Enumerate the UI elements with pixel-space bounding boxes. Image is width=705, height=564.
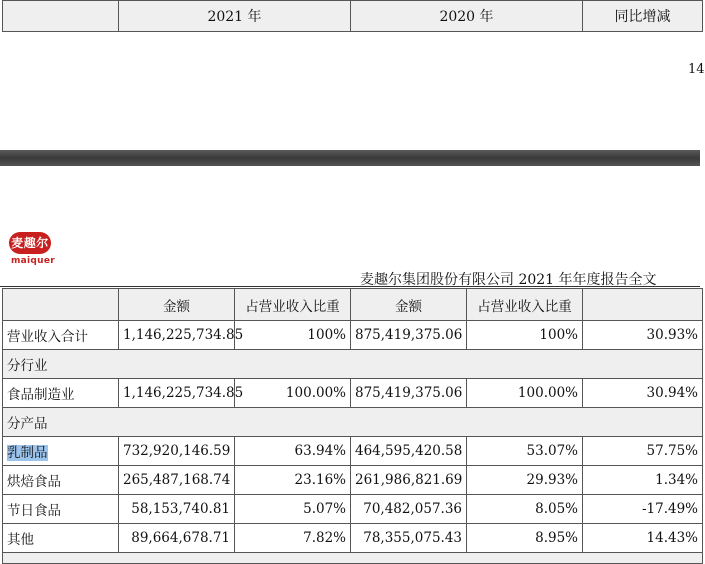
row-label: 营业收入合计 bbox=[3, 321, 119, 350]
revenue-table bbox=[2, 288, 703, 564]
cell-amount-2020: 78,355,075.43 bbox=[351, 524, 467, 553]
cell-amount-2020: 261,986,821.69 bbox=[351, 466, 467, 495]
cell-share-2021: 100% bbox=[235, 321, 351, 350]
table-row-cutoff bbox=[3, 553, 703, 564]
section-row-product bbox=[3, 408, 703, 437]
prior-table-fragment bbox=[2, 0, 703, 32]
cell-share-2020: 8.95% bbox=[467, 524, 583, 553]
cell-share-2021: 7.82% bbox=[235, 524, 351, 553]
section-row-industry bbox=[3, 350, 703, 379]
cell-yoy: 30.93% bbox=[583, 321, 703, 350]
cell-yoy: 1.34% bbox=[583, 466, 703, 495]
cell-share-2020: 100.00% bbox=[467, 379, 583, 408]
row-label: 节日食品 bbox=[3, 495, 119, 524]
cell-yoy: 57.75% bbox=[583, 437, 703, 466]
cell-share-2021: 23.16% bbox=[235, 466, 351, 495]
cell-amount-2020: 875,419,375.06 bbox=[351, 321, 467, 350]
cell-amount-2020: 464,595,420.58 bbox=[351, 437, 467, 466]
logo-wordmark: maiquer bbox=[11, 256, 56, 266]
cell-amount-2021: 1,146,225,734.85 bbox=[119, 379, 235, 408]
cell-amount-2021: 732,920,146.59 bbox=[119, 437, 235, 466]
cell-amount-2021: 89,664,678.71 bbox=[119, 524, 235, 553]
row-label bbox=[3, 437, 119, 466]
cell-amount-2021: 1,146,225,734.85 bbox=[119, 321, 235, 350]
table-row bbox=[3, 495, 703, 524]
header-amount-2021: 金额 bbox=[119, 289, 235, 321]
header-amount-2020: 金额 bbox=[351, 289, 467, 321]
cell-share-2021: 5.07% bbox=[235, 495, 351, 524]
header-rule bbox=[0, 286, 700, 287]
page-number: 14 bbox=[688, 62, 705, 77]
prior-header-blank bbox=[3, 1, 119, 32]
cell-share-2021: 100.00% bbox=[235, 379, 351, 408]
report-header: 麦趣尔集团股份有限公司 2021 年年度报告全文 bbox=[360, 272, 657, 288]
prior-header-2021: 2021 年 bbox=[119, 1, 351, 32]
cell-share-2020: 53.07% bbox=[467, 437, 583, 466]
prior-header-2020: 2020 年 bbox=[351, 1, 583, 32]
company-logo bbox=[9, 232, 55, 272]
cell-amount-2021: 265,487,168.74 bbox=[119, 466, 235, 495]
highlighted-text[interactable]: 乳制品 bbox=[7, 445, 48, 461]
cell-amount-2020: 875,419,375.06 bbox=[351, 379, 467, 408]
header-blank bbox=[3, 289, 119, 321]
cell-share-2020: 29.93% bbox=[467, 466, 583, 495]
table-row bbox=[3, 524, 703, 553]
section-label: 分产品 bbox=[3, 408, 703, 437]
header-share-2021: 占营业收入比重 bbox=[235, 289, 351, 321]
header-yoy bbox=[583, 289, 703, 321]
table-row bbox=[3, 466, 703, 495]
cell-yoy: 30.94% bbox=[583, 379, 703, 408]
cell-yoy: 14.43% bbox=[583, 524, 703, 553]
table-row bbox=[3, 437, 703, 466]
cell-amount-2021: 58,153,740.81 bbox=[119, 495, 235, 524]
cell-share-2020: 8.05% bbox=[467, 495, 583, 524]
prior-header-yoy: 同比增减 bbox=[583, 1, 703, 32]
cell-amount-2020: 70,482,057.36 bbox=[351, 495, 467, 524]
row-label: 其他 bbox=[3, 524, 119, 553]
cell-share-2020: 100% bbox=[467, 321, 583, 350]
header-share-2020: 占营业收入比重 bbox=[467, 289, 583, 321]
prior-table-header-row bbox=[3, 1, 703, 32]
logo-badge: 麦趣尔 bbox=[9, 232, 51, 254]
section-label: 分行业 bbox=[3, 350, 703, 379]
row-label: 烘焙食品 bbox=[3, 466, 119, 495]
cell-yoy: -17.49% bbox=[583, 495, 703, 524]
cell-share-2021: 63.94% bbox=[235, 437, 351, 466]
cutoff-cell bbox=[3, 553, 703, 564]
row-label: 食品制造业 bbox=[3, 379, 119, 408]
table-row bbox=[3, 379, 703, 408]
page-break-bar bbox=[0, 150, 700, 166]
table-header-row bbox=[3, 289, 703, 321]
table-row-total bbox=[3, 321, 703, 350]
